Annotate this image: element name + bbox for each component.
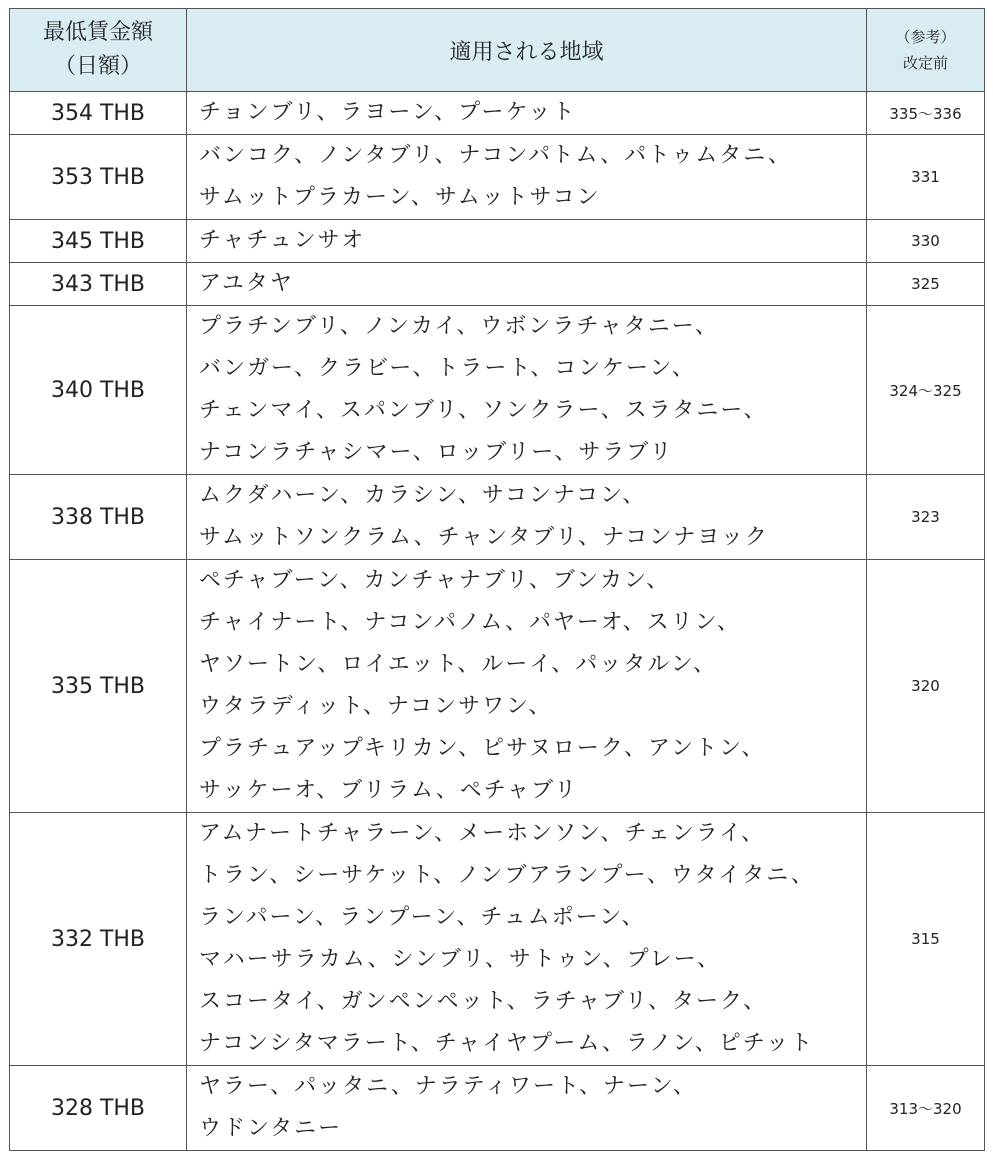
previous-wage-cell: 330 xyxy=(867,220,985,263)
region-line: ナコンシタマラート、チャイヤプーム、ラノン、ピチット xyxy=(199,1031,815,1056)
region-line: ペチャブーン、カンチャナブリ、ブンカン、 xyxy=(199,568,671,593)
region-line: ヤラー、パッタニ、ナラティワート、ナーン、 xyxy=(199,1074,697,1099)
region-line: サムットソンクラム、チャンタブリ、ナコンナヨック xyxy=(199,525,769,550)
header-region xyxy=(187,9,867,92)
region-cell xyxy=(187,560,867,813)
previous-wage-cell: 324～325 xyxy=(867,306,985,475)
region-line: ランパーン、ランプーン、チュムポーン、 xyxy=(199,905,646,930)
minimum-wage-table xyxy=(9,8,985,1151)
region-cell xyxy=(187,220,867,263)
wage-cell: 328 THB xyxy=(10,1066,187,1151)
wage-cell: 343 THB xyxy=(10,263,187,306)
wage-cell: 332 THB xyxy=(10,813,187,1066)
header-previous-line1: （参考） xyxy=(895,28,956,46)
region-cell xyxy=(187,1066,867,1151)
previous-wage-cell: 323 xyxy=(867,475,985,560)
table-row xyxy=(10,135,985,220)
table-row xyxy=(10,560,985,813)
table-row xyxy=(10,306,985,475)
region-line: プラチンブリ、ノンカイ、ウボンラチャタニー、 xyxy=(199,314,719,339)
region-line: チャチュンサオ xyxy=(199,228,366,253)
header-row xyxy=(10,9,985,92)
previous-wage-cell: 325 xyxy=(867,263,985,306)
header-wage-line1: 最低賃金額 xyxy=(42,20,153,45)
region-line: アユタヤ xyxy=(199,271,294,296)
region-line: チェンマイ、スパンブリ、ソンクラー、スラタニー、 xyxy=(199,398,768,423)
region-line: ムクダハーン、カラシン、サコンナコン、 xyxy=(199,483,647,508)
region-line: チョンブリ、ラヨーン、プーケット xyxy=(199,100,577,125)
header-wage xyxy=(10,9,187,92)
header-previous-line2: 改定前 xyxy=(902,54,948,72)
previous-wage-cell: 315 xyxy=(867,813,985,1066)
header-previous xyxy=(867,9,985,92)
previous-wage-cell: 313～320 xyxy=(867,1066,985,1151)
region-cell xyxy=(187,475,867,560)
region-line: マハーサラカム、シンブリ、サトゥン、プレー、 xyxy=(199,947,721,972)
wage-cell: 345 THB xyxy=(10,220,187,263)
region-line: チャイナート、ナコンパノム、パヤーオ、スリン、 xyxy=(199,610,741,635)
region-line: アムナートチャラーン、メーホンソン、チェンライ、 xyxy=(199,821,766,846)
header-region-label: 適用される地域 xyxy=(449,39,604,65)
region-cell xyxy=(187,306,867,475)
region-cell xyxy=(187,135,867,220)
region-line: ナコンラチャシマー、ロッブリー、サラブリ xyxy=(199,440,674,465)
table-row xyxy=(10,263,985,306)
previous-wage-cell: 335～336 xyxy=(867,92,985,135)
wage-cell: 338 THB xyxy=(10,475,187,560)
table-row xyxy=(10,220,985,263)
region-cell xyxy=(187,92,867,135)
region-line: トラン、シーサケット、ノンブアランプー、ウタイタニ、 xyxy=(199,863,815,888)
wage-cell: 354 THB xyxy=(10,92,187,135)
header-wage-line2: （日額） xyxy=(53,54,142,79)
region-line: サッケーオ、ブリラム、ペチャブリ xyxy=(199,778,579,803)
wage-cell: 353 THB xyxy=(10,135,187,220)
region-cell xyxy=(187,263,867,306)
region-line: ウドンタニー xyxy=(199,1116,343,1141)
region-line: スコータイ、ガンペンペット、ラチャブリ、ターク、 xyxy=(199,989,768,1014)
previous-wage-cell: 331 xyxy=(867,135,985,220)
table-row xyxy=(10,813,985,1066)
region-cell xyxy=(187,813,867,1066)
table-row xyxy=(10,475,985,560)
region-line: プラチュアップキリカン、ピサヌローク、アントン、 xyxy=(199,736,766,761)
region-line: バンコク、ノンタブリ、ナコンパトム、パトゥムタニ、 xyxy=(199,143,792,168)
table-body xyxy=(10,92,985,1151)
region-line: サムットプラカーン、サムットサコン xyxy=(199,185,601,210)
table-row xyxy=(10,92,985,135)
table-row xyxy=(10,1066,985,1151)
region-line: ヤソートン、ロイエット、ルーイ、パッタルン、 xyxy=(199,652,717,677)
wage-cell: 340 THB xyxy=(10,306,187,475)
wage-cell: 335 THB xyxy=(10,560,187,813)
region-line: ウタラディット、ナコンサワン、 xyxy=(199,694,553,719)
region-line: バンガー、クラビー、トラート、コンケーン、 xyxy=(199,356,696,381)
previous-wage-cell: 320 xyxy=(867,560,985,813)
